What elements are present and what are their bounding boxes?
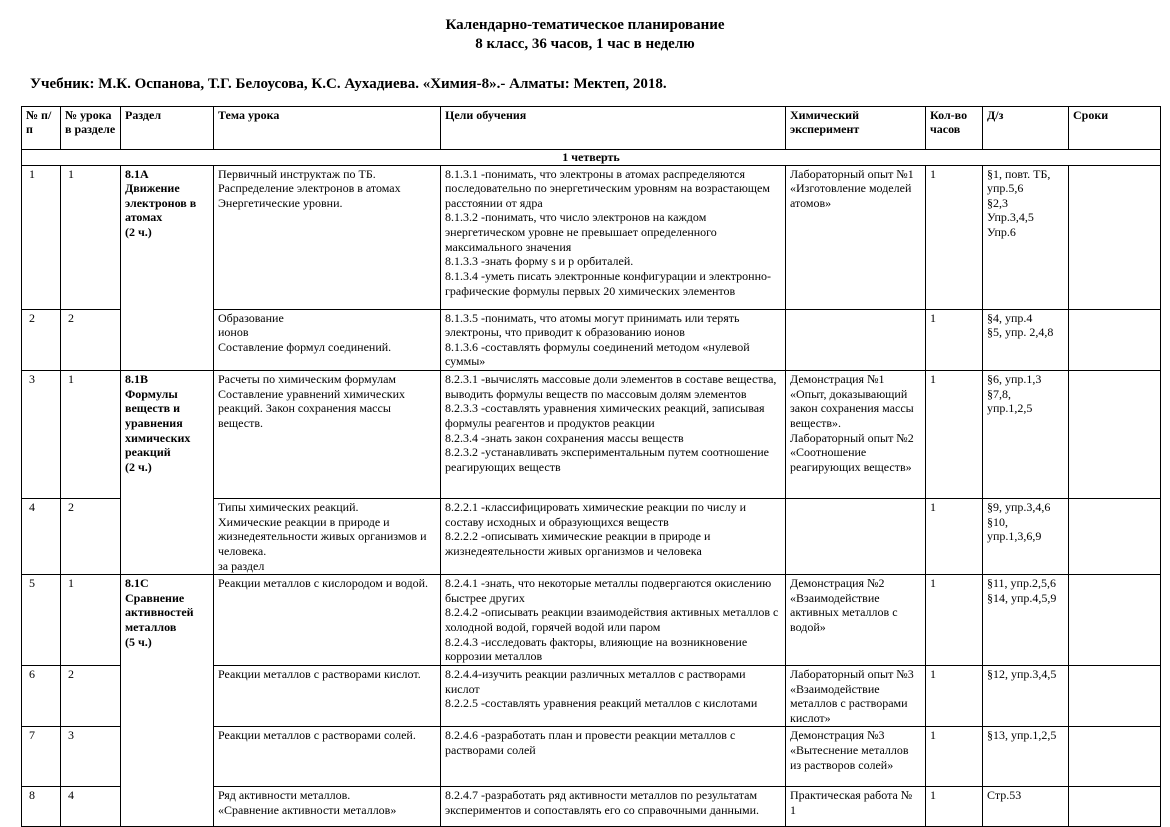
- cell-topic: [214, 787, 441, 827]
- cell-homework-line: §9, упр.3,4,6: [987, 500, 1051, 514]
- cell-topic-line: Реакции металлов с кислородом и водой.: [218, 576, 428, 591]
- cell-hours: 1: [926, 787, 983, 827]
- cell-lesson-number: 1: [61, 575, 121, 666]
- cell-experiment: [786, 665, 926, 727]
- cell-objectives-line: 8.2.2.2 -описывать химические реакции в природе и жизнедеятельности живых организмов и человека: [445, 529, 711, 558]
- cell-homework: [983, 165, 1069, 309]
- cell-lesson-number: 4: [61, 787, 121, 827]
- cell-topic: [214, 665, 441, 727]
- column-header-experiment: Химический эксперимент: [786, 106, 926, 149]
- title-line-2: 8 класс, 36 часов, 1 час в неделю: [475, 35, 695, 52]
- cell-hours: 1: [926, 165, 983, 309]
- cell-topic: [214, 727, 441, 787]
- cell-objectives: [441, 371, 786, 499]
- cell-objectives-line: 8.2.2.1 -классифицировать химические реакции по числу и составу исходных и образующихся веществ: [445, 500, 747, 529]
- cell-dates: [1069, 665, 1161, 727]
- cell-experiment: [786, 575, 926, 666]
- cell-hours: 1: [926, 665, 983, 727]
- cell-experiment: [786, 727, 926, 787]
- cell-section-line: 8.1С: [125, 576, 149, 591]
- cell-section: [121, 575, 214, 827]
- cell-homework-line: Упр.6: [987, 225, 1016, 239]
- cell-topic-line: Составление формул соединений.: [218, 339, 392, 354]
- cell-topic-line: Реакции металлов с растворами кислот.: [218, 666, 421, 681]
- cell-experiment-line: Лабораторный опыт №1 «Изготовление моделей атомов»: [790, 166, 914, 210]
- cell-homework-line: §7,8,: [987, 386, 1011, 401]
- table-row: [22, 575, 1161, 666]
- cell-homework: [983, 787, 1069, 827]
- cell-homework-line: Упр.3,4,5: [987, 210, 1034, 225]
- cell-objectives: [441, 787, 786, 827]
- cell-objectives-line: 8.2.4.1 -знать, что некоторые металлы подвергаются окислению быстрее других: [445, 576, 772, 605]
- cell-homework-line: §12, упр.3,4,5: [987, 666, 1057, 681]
- cell-section: [121, 165, 214, 371]
- column-header-homework: Д/з: [983, 106, 1069, 149]
- cell-homework-line: Стр.53: [987, 788, 1022, 803]
- cell-homework-line: §11, упр.2,5,6: [987, 576, 1056, 591]
- cell-row-number: 8: [22, 787, 61, 827]
- table-row: [22, 165, 1161, 309]
- cell-hours: 1: [926, 309, 983, 371]
- cell-dates: [1069, 309, 1161, 371]
- column-header-topic: Тема урока: [214, 106, 441, 149]
- column-header-num: № п/п: [22, 106, 61, 149]
- cell-topic-line: ионов: [218, 325, 249, 340]
- cell-homework: [983, 499, 1069, 575]
- cell-topic-line: «Сравнение активности металлов»: [218, 803, 397, 817]
- cell-objectives-line: 8.2.4.7 -разработать ряд активности металлов по результатам экспериментов и сопоставлять его со справочными данными.: [445, 788, 760, 817]
- cell-topic-line: Распределение электронов в атомах: [218, 181, 401, 196]
- cell-homework-line: §14, упр.4,5,9: [987, 590, 1057, 605]
- cell-homework-line: §4, упр.4: [987, 310, 1033, 325]
- cell-section-line: (2 ч.): [125, 225, 152, 239]
- cell-homework-line: упр.1,3,6,9: [987, 529, 1042, 544]
- cell-objectives-line: 8.1.3.4 -уметь писать электронные конфигурации и электронно-графические формулы первых 20 химических элементов: [445, 268, 771, 298]
- cell-experiment: [786, 787, 926, 827]
- cell-row-number: 7: [22, 727, 61, 787]
- cell-objectives-line: 8.1.3.2 -понимать, что число электронов на каждом энергетическом уровне не превышает определенного максимального значения: [445, 210, 717, 254]
- cell-topic: [214, 165, 441, 309]
- column-header-lesson: № урока в разделе: [61, 106, 121, 149]
- cell-experiment-line: Практическая работа № 1: [790, 788, 913, 817]
- cell-objectives: [441, 575, 786, 666]
- cell-topic-line: Расчеты по химическим формулам: [218, 372, 397, 386]
- page-title: [0, 16, 1170, 54]
- cell-objectives-line: 8.2.3.2 -устанавливать экспериментальным путем соотношение реагирующих веществ: [445, 445, 769, 474]
- cell-objectives-line: 8.2.3.4 -знать закон сохранения массы веществ: [445, 430, 684, 445]
- cell-section-line: 8.1В: [125, 372, 149, 386]
- cell-objectives-line: 8.2.4.3 -исследовать факторы, влияющие на возникновение коррозии металлов: [445, 634, 748, 664]
- cell-experiment-line: Демонстрация №1 «Опыт, доказывающий закон сохранения массы веществ».: [790, 372, 914, 430]
- cell-experiment-line: Лабораторный опыт №2 «Соотношение реагирующих веществ»: [790, 430, 914, 474]
- cell-topic-line: Образование: [218, 310, 284, 325]
- cell-homework-line: §10,: [987, 514, 1008, 529]
- cell-objectives: [441, 165, 786, 309]
- cell-hours: 1: [926, 575, 983, 666]
- cell-topic-line: Реакции металлов с растворами солей.: [218, 728, 416, 743]
- cell-objectives-line: 8.1.3.5 -понимать, что атомы могут принимать или терять электроны, что приводит к образованию ионов: [445, 310, 740, 340]
- cell-homework-line: §2,3: [987, 195, 1008, 210]
- cell-dates: [1069, 499, 1161, 575]
- cell-experiment: [786, 499, 926, 575]
- cell-lesson-number: 2: [61, 665, 121, 727]
- cell-topic-line: Энергетические уровни.: [218, 195, 343, 210]
- cell-topic-line: Химические реакции в природе и жизнедеятельности живых организмов и человека.: [218, 514, 427, 558]
- cell-homework-line: §5, упр. 2,4,8: [987, 325, 1054, 340]
- title-line-1: Календарно-тематическое планирование: [445, 17, 725, 33]
- cell-objectives-line: 8.1.3.6 -составлять формулы соединений методом «нулевой суммы»: [445, 339, 750, 369]
- cell-experiment: [786, 371, 926, 499]
- cell-objectives-line: 8.2.2.5 -составлять уравнения реакций металлов с кислотами: [445, 696, 758, 711]
- cell-section: [121, 371, 214, 575]
- cell-objectives-line: 8.2.4.2 -описывать реакции взаимодействия активных металлов с холодной водой, горячей водой или паром: [445, 605, 779, 634]
- cell-homework-line: упр.1,2,5: [987, 401, 1033, 416]
- textbook-reference: Учебник: М.К. Оспанова, Т.Г. Белоусова, К.С. Аухадиева. «Химия-8».- Алматы: Мектеп, 2018.: [30, 75, 667, 92]
- cell-dates: [1069, 575, 1161, 666]
- cell-objectives-line: 8.1.3.3 -знать форму s и p орбиталей.: [445, 254, 634, 269]
- cell-objectives: [441, 727, 786, 787]
- cell-row-number: 3: [22, 371, 61, 499]
- cell-hours: 1: [926, 727, 983, 787]
- cell-homework: [983, 665, 1069, 727]
- cell-row-number: 4: [22, 499, 61, 575]
- column-header-hours: Кол-во часов: [926, 106, 983, 149]
- cell-section-line: Формулы веществ и уравнения химических реакций: [125, 386, 191, 460]
- cell-experiment-line: Демонстрация №2 «Взаимодействие активных металлов с водой»: [790, 576, 898, 634]
- cell-topic: [214, 575, 441, 666]
- cell-lesson-number: 1: [61, 371, 121, 499]
- cell-topic: [214, 371, 441, 499]
- cell-objectives-line: 8.2.4.4-изучить реакции различных металлов с растворами кислот: [445, 666, 746, 696]
- cell-homework: [983, 575, 1069, 666]
- lesson-plan-table: [21, 106, 1161, 827]
- cell-homework-line: §13, упр.1,2,5: [987, 728, 1057, 743]
- cell-lesson-number: 2: [61, 309, 121, 371]
- cell-lesson-number: 2: [61, 499, 121, 575]
- cell-homework: [983, 727, 1069, 787]
- cell-homework-line: §1, повт. ТБ, упр.5,6: [987, 166, 1051, 196]
- cell-homework: [983, 371, 1069, 499]
- column-header-dates: Сроки: [1069, 106, 1161, 149]
- cell-objectives: [441, 309, 786, 371]
- cell-topic-line: Типы химических реакций.: [218, 500, 359, 514]
- cell-dates: [1069, 727, 1161, 787]
- table-header: [22, 106, 1161, 149]
- cell-homework: [983, 309, 1069, 371]
- column-header-objectives: Цели обучения: [441, 106, 786, 149]
- quarter-row: [22, 149, 1161, 165]
- cell-objectives: [441, 665, 786, 727]
- cell-row-number: 6: [22, 665, 61, 727]
- cell-homework-line: §6, упр.1,3: [987, 372, 1042, 386]
- cell-hours: 1: [926, 371, 983, 499]
- cell-section-line: Движение электронов в атомах: [125, 181, 197, 225]
- cell-experiment-line: Демонстрация №3 «Вытеснение металлов из растворов солей»: [790, 728, 909, 772]
- quarter-label: 1 четверть: [22, 149, 1161, 165]
- cell-lesson-number: 3: [61, 727, 121, 787]
- cell-objectives-line: 8.2.3.3 -составлять уравнения химических реакций, записывая формулы реагентов и продуктов реакции: [445, 401, 765, 430]
- table-header-row: [22, 106, 1161, 149]
- cell-objectives-line: 8.2.3.1 -вычислять массовые доли элементов в составе вещества, выводить формулы веществ по массовым долям элементов: [445, 372, 777, 401]
- cell-objectives: [441, 499, 786, 575]
- cell-topic-line: Первичный инструктаж по ТБ.: [218, 166, 376, 181]
- cell-dates: [1069, 371, 1161, 499]
- column-header-section: Раздел: [121, 106, 214, 149]
- cell-experiment: [786, 165, 926, 309]
- cell-row-number: 2: [22, 309, 61, 371]
- cell-topic: [214, 309, 441, 371]
- cell-lesson-number: 1: [61, 165, 121, 309]
- cell-row-number: 5: [22, 575, 61, 666]
- cell-dates: [1069, 787, 1161, 827]
- cell-objectives-line: 8.2.4.6 -разработать план и провести реакции металлов с растворами солей: [445, 728, 736, 757]
- cell-topic-line: за раздел: [218, 558, 265, 573]
- cell-hours: 1: [926, 499, 983, 575]
- cell-section-line: (2 ч.): [125, 459, 152, 474]
- cell-topic-line: Составление уравнений химических реакций. Закон сохранения массы веществ.: [218, 386, 406, 430]
- cell-objectives-line: 8.1.3.1 -понимать, что электроны в атомах распределяются последовательно по энергетическим уровням на возрастающем расстоянии от ядра: [445, 166, 770, 210]
- cell-experiment: [786, 309, 926, 371]
- cell-section-line: 8.1А: [125, 166, 149, 181]
- cell-section-line: (5 ч.): [125, 634, 152, 649]
- cell-row-number: 1: [22, 165, 61, 309]
- cell-dates: [1069, 165, 1161, 309]
- cell-topic-line: Ряд активности металлов.: [218, 788, 351, 803]
- table-body: [22, 149, 1161, 827]
- cell-topic: [214, 499, 441, 575]
- table-row: [22, 371, 1161, 499]
- cell-section-line: Сравнение активностей металлов: [125, 590, 194, 634]
- cell-experiment-line: Лабораторный опыт №3 «Взаимодействие металлов с растворами кислот»: [790, 666, 914, 725]
